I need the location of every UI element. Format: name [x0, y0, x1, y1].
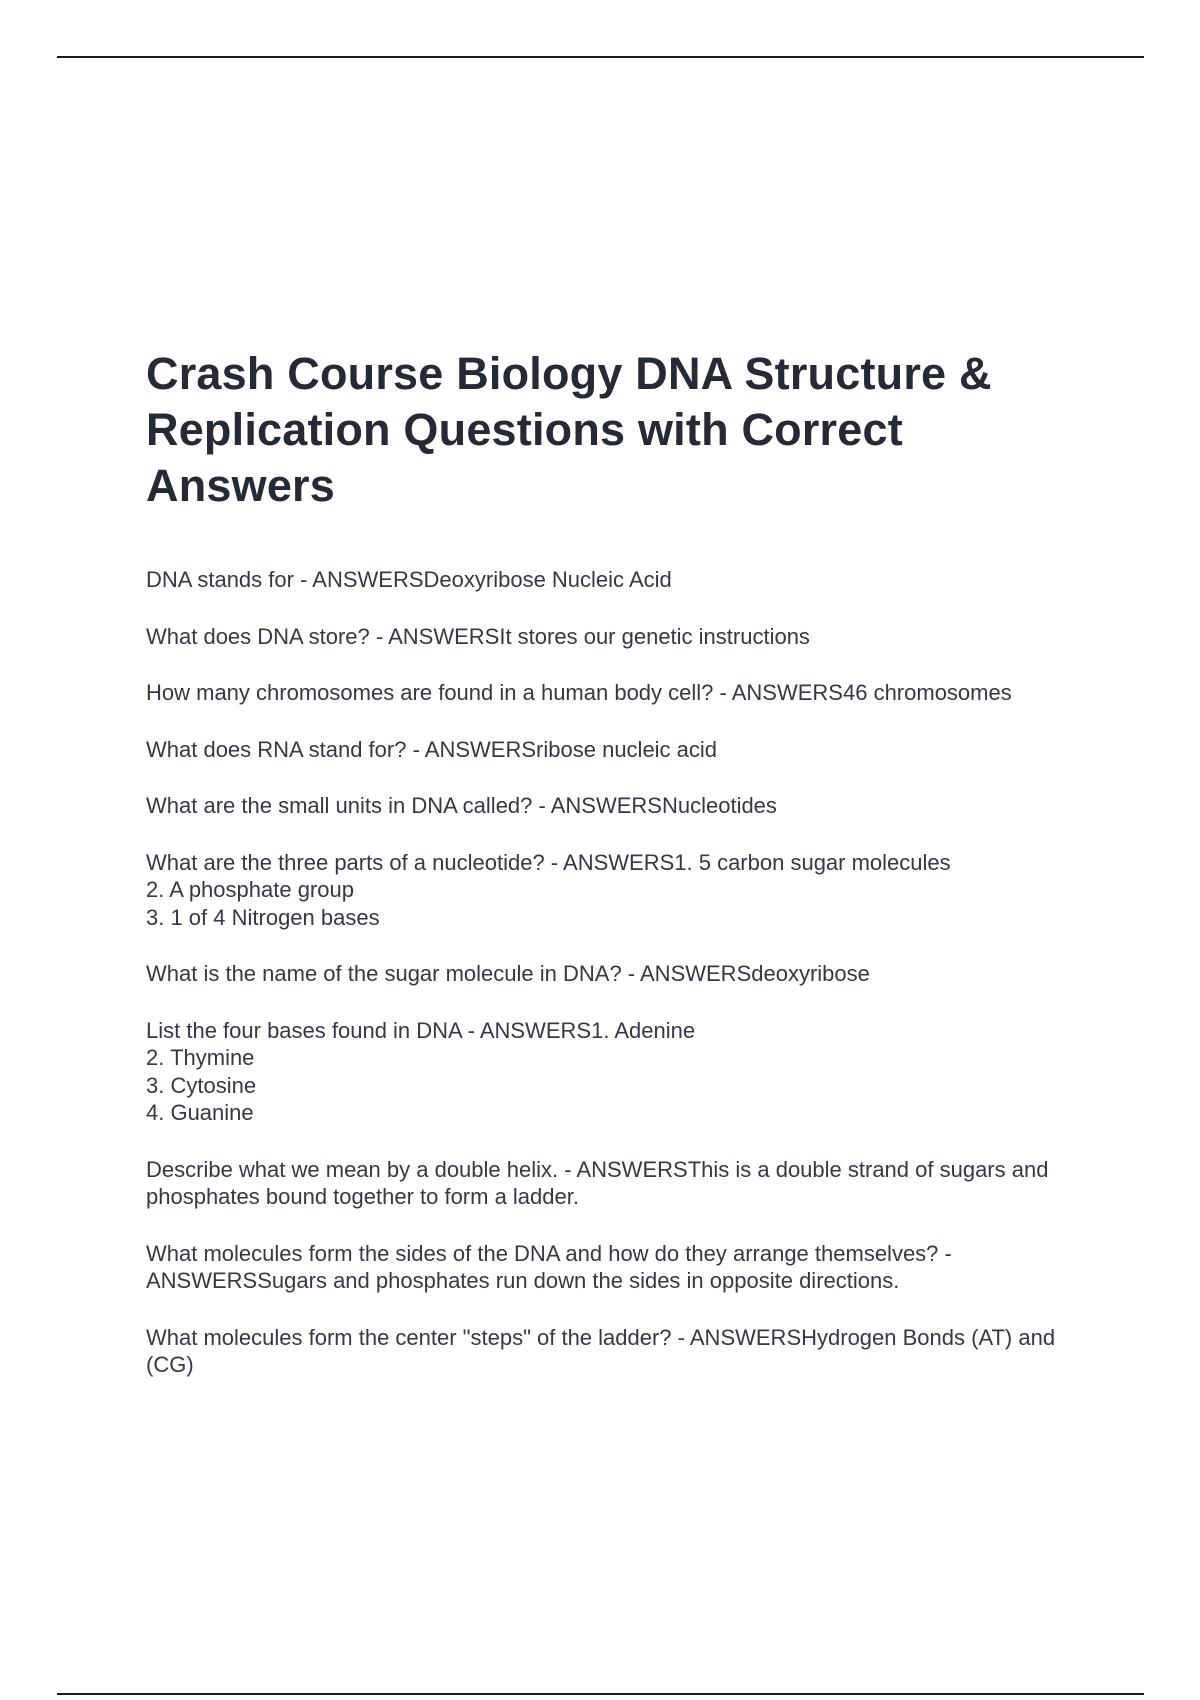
question-text: How many chromosomes are found in a human body cell? - ANSWERS: [146, 680, 843, 705]
answer-text: Deoxyribose Nucleic Acid: [423, 567, 672, 592]
document-body: [146, 346, 1076, 1408]
top-rule: [57, 56, 1144, 58]
answer-text: ribose nucleic acid: [536, 736, 718, 762]
question-text: Describe what we mean by a double helix. - ANSWERS: [146, 1156, 688, 1182]
question-text: What does DNA store? - ANSWERS: [146, 623, 500, 649]
question-text: What are the small units in DNA called? - ANSWERS: [146, 793, 662, 818]
answer-text: Nucleotides: [661, 793, 777, 818]
answer-text: Sugars and phosphates run down the sides in opposite directions.: [257, 1268, 900, 1293]
qa-item: [146, 736, 1076, 764]
qa-item: [146, 1324, 1076, 1379]
question-text: What are the three parts of a nucleotide? - ANSWERS: [146, 849, 675, 875]
qa-item: [146, 849, 1076, 932]
qa-item: [146, 679, 1076, 707]
answer-line: 2. Thymine: [146, 1045, 255, 1070]
answer-line: 2. A phosphate group: [146, 877, 354, 902]
qa-item: [146, 1240, 1076, 1295]
answer-text: This is a double strand of sugars and phosphates bound together to form a ladder.: [146, 1156, 1049, 1209]
answer-line: 4. Guanine: [146, 1100, 254, 1125]
qa-item: [146, 960, 1076, 988]
answer-text: 1. Adenine: [591, 1017, 696, 1043]
answer-text: It stores our genetic instructions: [499, 623, 810, 649]
answer-text: 46 chromosomes: [842, 680, 1012, 705]
question-text: What molecules form the center "steps" of the ladder? - ANSWERS: [146, 1324, 802, 1350]
question-text: What is the name of the sugar molecule in DNA? - ANSWERS: [146, 961, 752, 986]
answer-text: Hydrogen Bonds (AT) and (CG): [146, 1324, 1056, 1377]
qa-list: [146, 566, 1076, 1379]
answer-line: 3. Cytosine: [146, 1072, 257, 1098]
document-title: Crash Course Biology DNA Structure & Replication Questions with Correct Answers: [146, 348, 992, 511]
qa-item: [146, 623, 1076, 651]
question-text: What molecules form the sides of the DNA and how do they arrange themselves? - ANSWERS: [146, 1240, 952, 1293]
answer-text: deoxyribose: [751, 961, 870, 986]
answer-text: 1. 5 carbon sugar molecules: [674, 849, 951, 875]
answer-line: 3. 1 of 4 Nitrogen bases: [146, 904, 380, 930]
bottom-rule: [57, 1693, 1144, 1695]
qa-item: [146, 566, 1076, 594]
question-text: What does RNA stand for? - ANSWERS: [146, 736, 537, 762]
qa-item: [146, 1156, 1076, 1211]
question-text: DNA stands for - ANSWERS: [146, 567, 424, 592]
qa-item: [146, 792, 1076, 820]
qa-item: [146, 1017, 1076, 1127]
question-text: List the four bases found in DNA - ANSWERS: [146, 1017, 592, 1043]
